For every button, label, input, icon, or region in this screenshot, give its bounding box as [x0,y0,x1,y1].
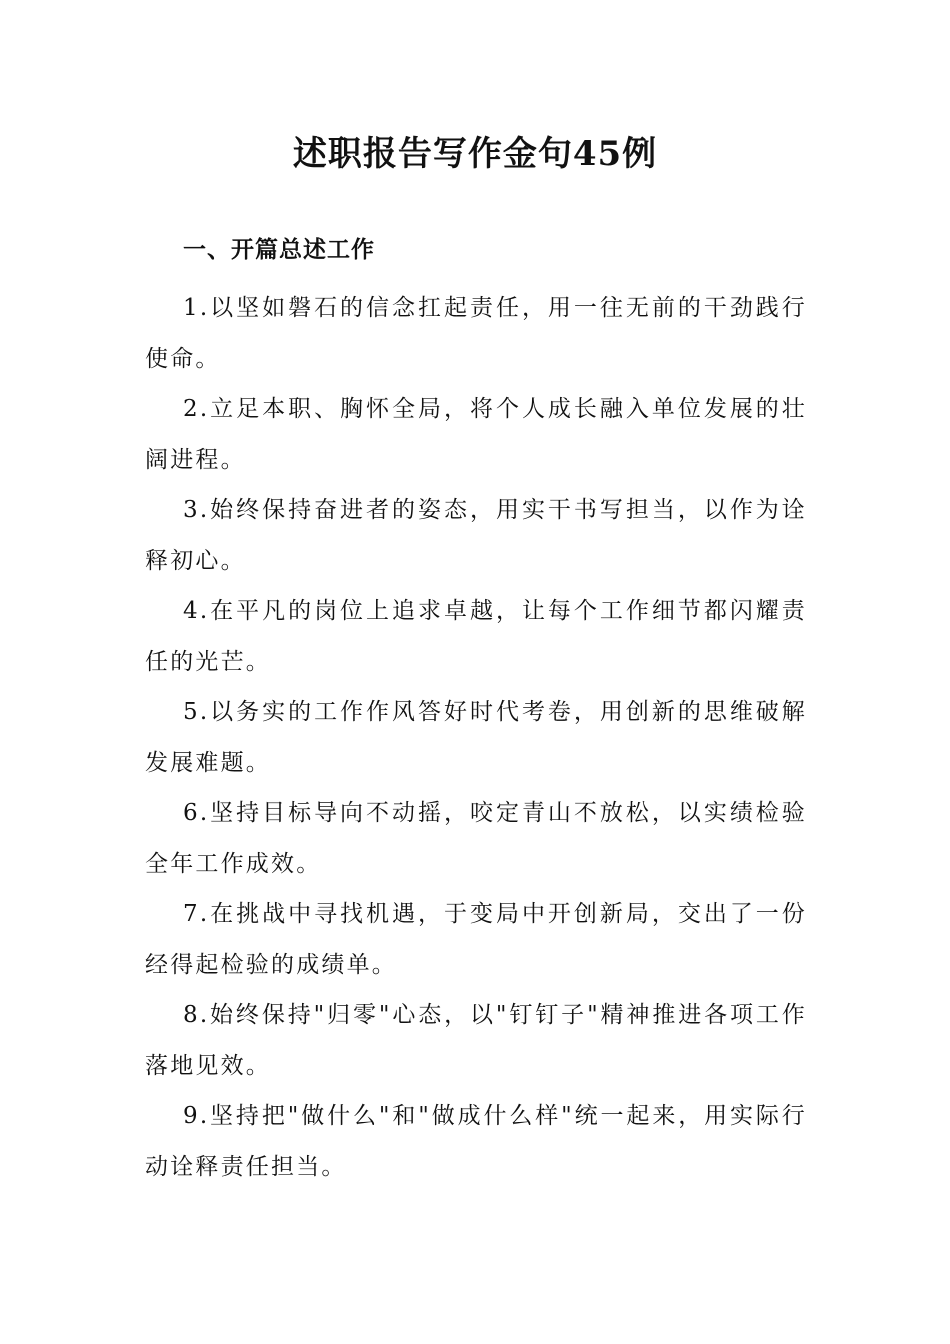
list-item: 4.在平凡的岗位上追求卓越，让每个工作细节都闪耀责任的光芒。 [145,598,807,675]
list-item: 3.始终保持奋进者的姿态，用实干书写担当，以作为诠释初心。 [145,497,807,574]
item-list [145,283,807,1192]
list-item: 8.始终保持"归零"心态，以"钉钉子"精神推进各项工作落地见效。 [145,1002,807,1079]
list-item: 5.以务实的工作作风答好时代考卷，用创新的思维破解发展难题。 [145,699,807,776]
section-heading: 一、开篇总述工作 [183,236,375,263]
list-item: 9.坚持把"做什么"和"做成什么样"统一起来，用实际行动诠释责任担当。 [145,1103,807,1180]
list-item: 1.以坚如磐石的信念扛起责任，用一往无前的干劲践行使命。 [145,295,807,372]
list-item: 7.在挑战中寻找机遇，于变局中开创新局，交出了一份经得起检验的成绩单。 [145,901,807,978]
document-title: 述职报告写作金句45例 [292,134,658,174]
list-item: 2.立足本职、胸怀全局，将个人成长融入单位发展的壮阔进程。 [145,396,807,473]
list-item: 6.坚持目标导向不动摇，咬定青山不放松，以实绩检验全年工作成效。 [145,800,807,877]
